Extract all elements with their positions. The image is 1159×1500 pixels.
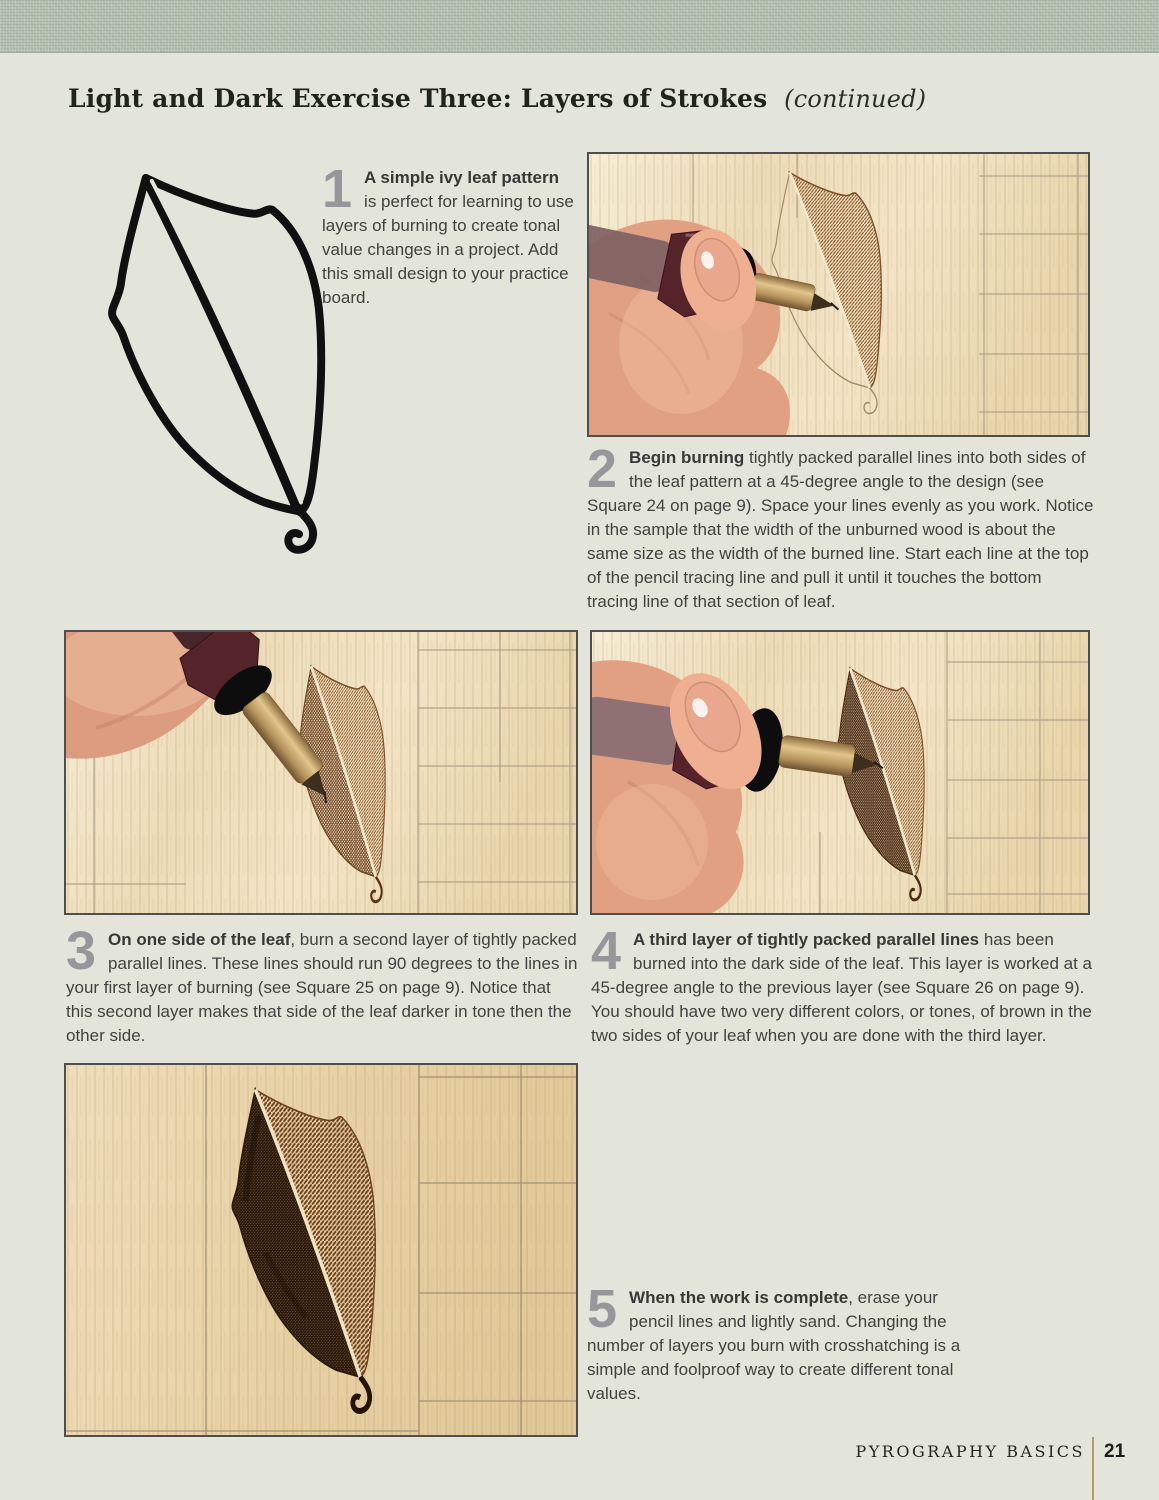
- step-3: [66, 921, 581, 1048]
- step-3-lead: On one side of the leaf: [108, 930, 291, 949]
- photo-step2: [587, 152, 1090, 437]
- footer-section-title: PYROGRAPHY BASICS: [855, 1442, 1085, 1461]
- title-text: Light and Dark Exercise Three: Layers of Strokes: [68, 84, 768, 113]
- photo-step2-image: [589, 154, 1088, 435]
- step-5: [587, 1279, 979, 1406]
- step-2-number: 2: [587, 439, 618, 499]
- step-4-body: has been burned into the dark side of the leaf. This layer is worked at a 45-degree angle to the previous layer (see Square 26 on page 9). You should have two very different colors, or tones, of brown in the two sides of your leaf when you are done with the third layer.: [591, 930, 1092, 1045]
- step-3-number: 3: [66, 921, 97, 981]
- step-1-lead: A simple ivy leaf pattern: [364, 168, 559, 187]
- title-continued: [776, 85, 784, 113]
- photo-step4-image: [592, 632, 1088, 913]
- step-5-lead: When the work is complete: [629, 1288, 849, 1307]
- step-4: [591, 921, 1097, 1048]
- step-1: [322, 159, 574, 310]
- photo-step3-image: [66, 632, 576, 913]
- photo-step5: [64, 1063, 578, 1437]
- footer-page-number: 21: [1104, 1441, 1126, 1462]
- photo-step3: [64, 630, 578, 915]
- step-1-body: is perfect for learning to use layers of burning to create tonal value changes in a project. Add this small design to your practice board.: [322, 192, 574, 307]
- photo-step4: [590, 630, 1090, 915]
- step-4-number: 4: [591, 921, 622, 981]
- step-2-lead: Begin burning: [629, 448, 745, 467]
- step-2-body: tightly packed parallel lines into both sides of the leaf pattern at a 45-degree angle to the design (see Square 24 on page 9). Space your lines evenly as you work. Notice in the sample that the width of the unburned wood is about the same size as the width of the burned line. Start each line at the top of the pencil tracing line and pull it until it touches the bottom tracing line of that section of leaf.: [587, 448, 1094, 611]
- fabric-header-band: [0, 0, 1159, 53]
- step-4-lead: A third layer of tightly packed parallel lines: [633, 930, 980, 949]
- photo-step5-image: [66, 1065, 576, 1435]
- step-2: [587, 439, 1097, 614]
- page-title: Light and Dark Exercise Three: Layers of Strokes (continued): [68, 84, 927, 113]
- footer-divider: [1092, 1437, 1094, 1500]
- step-5-body: , erase your pencil lines and lightly sand. Changing the number of layers you burn with crosshatching is a simple and foolproof way to create different tonal values.: [587, 1288, 961, 1403]
- step-5-number: 5: [587, 1279, 618, 1339]
- ivy-leaf-pattern-drawing: [88, 168, 333, 566]
- step-1-number: 1: [322, 159, 353, 219]
- step-3-body: , burn a second layer of tightly packed parallel lines. These lines should run 90 degrees to the lines in your first layer of burning (see Square 25 on page 9). Notice that this second layer makes that side of the leaf darker in tone then the other side.: [66, 930, 578, 1045]
